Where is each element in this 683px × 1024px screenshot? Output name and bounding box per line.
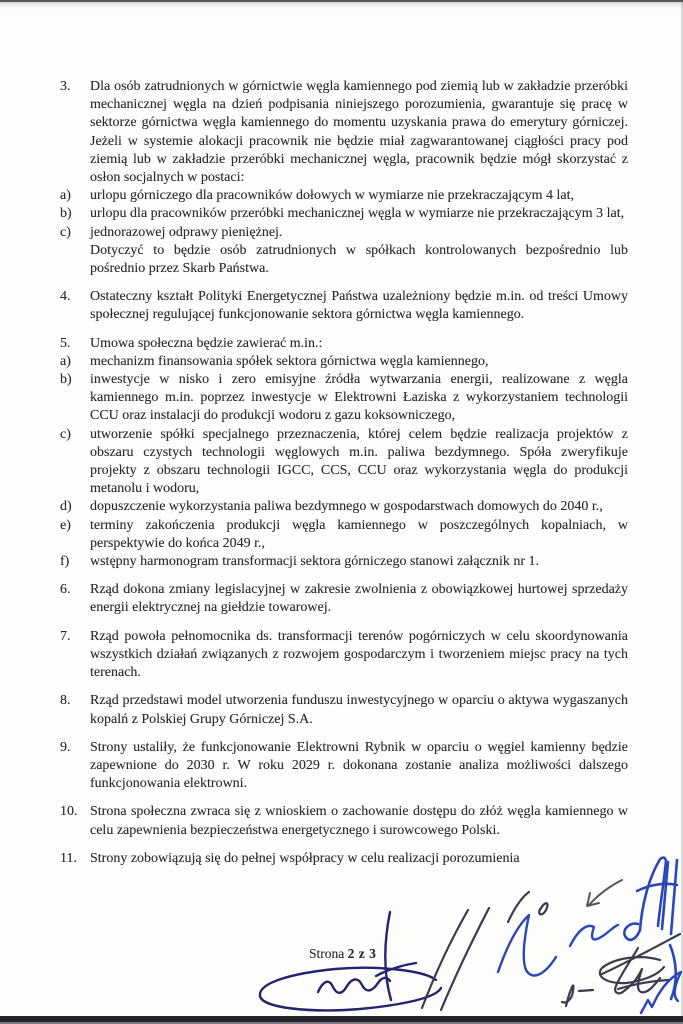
page-number-label: Strona (309, 946, 345, 961)
item-text: Ostateczny kształt Polityki Energetycznej Państwa uzależniony będzie m.in. od treści Umowy społecznej regulującej funkcjonowanie sektora górnictwa węgla kamiennego. (90, 289, 628, 323)
agreement-subitem (60, 371, 628, 426)
item-text: Rząd dokona zmiany legislacyjnej w zakresie zwolnienia z obowiązkowej hurtowej sprzedaży energii elektrycznej na giełdzie towarowej. (90, 582, 628, 616)
agreement-subitem (60, 187, 628, 205)
subitem-text: terminy zakończenia produkcji węgla kamiennego w poszczególnych kopalniach, w perspektywie do końca 2049 r., (90, 517, 628, 551)
agreement-item-paragraph (60, 288, 628, 324)
subitem-text: urlopu górniczego dla pracowników dołowych w wymiarze nie przekraczającym 4 lat, (90, 188, 574, 204)
item-text: Rząd przedstawi model utworzenia funduszu inwestycyjnego w oparciu o aktywa wygaszanych kopalń z Polskiej Grupy Górniczej S.A. (90, 693, 628, 727)
agreement-item-paragraph (60, 692, 628, 728)
subitem-text: inwestycje w nisko i zero emisyjne źródła wytwarzania energii, realizowane z węgla kamiennego m.in. poprzez inwestycje w Elektrowni Łaziska z wykorzystaniem technologii CCU oraz instalacji do produkcji wodoru z gazu koksowniczego, (90, 372, 628, 424)
agreement-item (60, 692, 628, 728)
subitem-text: mechanizm finansowania spółek sektora górnictwa węgla kamiennego, (90, 353, 489, 369)
agreement-clauses (60, 78, 628, 878)
subitem-letter: f) (60, 554, 70, 570)
subitem-letter: a) (60, 353, 71, 369)
item-number: 3. (60, 79, 71, 94)
subitem-continuation: Dotyczyć to będzie osób zatrudnionych w spółkach kontrolowanych bezpośrednio lub pośrednio przez Skarb Państwa. (90, 242, 628, 277)
agreement-item-paragraph (60, 850, 628, 868)
agreement-item-paragraph (60, 78, 628, 187)
signature-gray-slash (587, 880, 622, 906)
item-text: Strony zobowiązują się do pełnej współpracy w celu realizacji porozumienia (90, 850, 520, 866)
subitem-text: urlopu dla pracowników przeróbki mechanicznej węgla w wymiarze nie przekraczającym 3 lat, (90, 206, 625, 222)
agreement-item-paragraph (60, 803, 628, 839)
item-text: Strona społeczna zwraca się z wnioskiem o zachowanie dostępu do złóż węgla kamiennego w celu zapewnienia bezpieczeństwa energetycznego i surowcowego Polski. (90, 804, 628, 838)
subitem-letter: e) (60, 517, 71, 533)
item-text: Rząd powoła pełnomocnika ds. transformacji terenów pogórniczych w celu skoordynowania wszystkich działań związanych z rozwojem gospodarczym i tworzeniem miejsc pracy na tych terenach. (90, 628, 628, 681)
agreement-subitem (60, 498, 628, 516)
item-number: 6. (60, 582, 71, 598)
agreement-item (60, 335, 628, 572)
agreement-subitem (60, 553, 628, 571)
item-text: Dla osób zatrudnionych w górnictwie węgla kamiennego pod ziemią lub w zakładzie przeróbki mechanicznej węgla na dzień podpisania niniejszego porozumienia, gwarantuje się pracę w sektorze górnictwa węgla kamiennego do momentu uzyskania prawa do emerytury górniczej. Jeżeli w systemie alokacji pracownik nie będzie miał zagwarantowanej ciągłości pracy pod ziemią lub w zakładzie przeróbki mechanicznej węgla, pracownik będzie mógł skorzystać z osłon socjalnych w postaci: (90, 79, 628, 186)
item-number: 5. (60, 335, 71, 351)
agreement-subitem (60, 205, 628, 223)
item-number: 4. (60, 289, 71, 305)
item-number: 9. (60, 739, 71, 755)
item-text: Umowa społeczna będzie zawierać m.in.: (90, 335, 323, 351)
subitem-letter: c) (60, 426, 71, 442)
item-number: 8. (60, 693, 71, 709)
agreement-item (60, 288, 628, 324)
agreement-subitem (60, 353, 628, 371)
subitem-letter: c) (60, 224, 71, 240)
agreement-item (60, 78, 628, 278)
subitem-letter: a) (60, 188, 71, 204)
agreement-item (60, 803, 628, 839)
signature-dark-squiggle (562, 934, 680, 1006)
item-number: 11. (60, 850, 77, 866)
agreement-subitem (60, 517, 628, 553)
subitem-letter: b) (60, 206, 72, 222)
item-text: Strony ustaliły, że funkcjonowanie Elektrowni Rybnik w oparciu o węgiel kamienny będzie zapewnione do 2030 r. W roku 2029 r. dokonana zostanie analiza możliwości dalszego funkcjonowania elektrowni. (90, 739, 628, 792)
agreement-item (60, 850, 628, 868)
agreement-subitem (60, 224, 628, 279)
subitem-text: jednorazowej odprawy pieniężnej. (90, 224, 283, 240)
signature-tall-blue (624, 858, 677, 999)
scan-top-shadow (0, 2, 683, 12)
page-number (309, 946, 376, 962)
agreement-item-paragraph (60, 335, 628, 353)
agreement-item (60, 739, 628, 794)
subitem-text: wstępny harmonogram transformacji sektora górniczego stanowi załącznik nr 1. (90, 554, 540, 570)
agreement-subitem (60, 426, 628, 499)
page-number-value: 2 z 3 (347, 946, 377, 961)
agreement-item-paragraph (60, 628, 628, 683)
item-number: 7. (60, 628, 71, 644)
agreement-item-paragraph (60, 739, 628, 794)
subitem-text: dopuszczenie wykorzystania paliwa bezdymnego w gospodarstwach domowych do 2040 r., (90, 499, 603, 515)
subitem-letter: d) (60, 499, 72, 515)
signature-slash-stroke (422, 892, 547, 1010)
agreement-item-paragraph (60, 581, 628, 617)
agreement-item (60, 628, 628, 683)
signature-blue-check (641, 972, 681, 1013)
signature-blue-flourish (498, 915, 618, 976)
item-number: 10. (60, 804, 78, 820)
subitem-letter: b) (60, 372, 72, 388)
subitem-text: utworzenie spółki specjalnego przeznaczenia, której celem będzie realizacja projektów z obszaru czystych technologii węglowych m.in. paliwa bezdymnego. Spóła zweryfikuje projekty z obszaru technologii IGCC, CCS, CCU oraz wykorzystania węgla do produkcji metanolu i wodoru, (90, 426, 628, 497)
agreement-item (60, 581, 628, 617)
